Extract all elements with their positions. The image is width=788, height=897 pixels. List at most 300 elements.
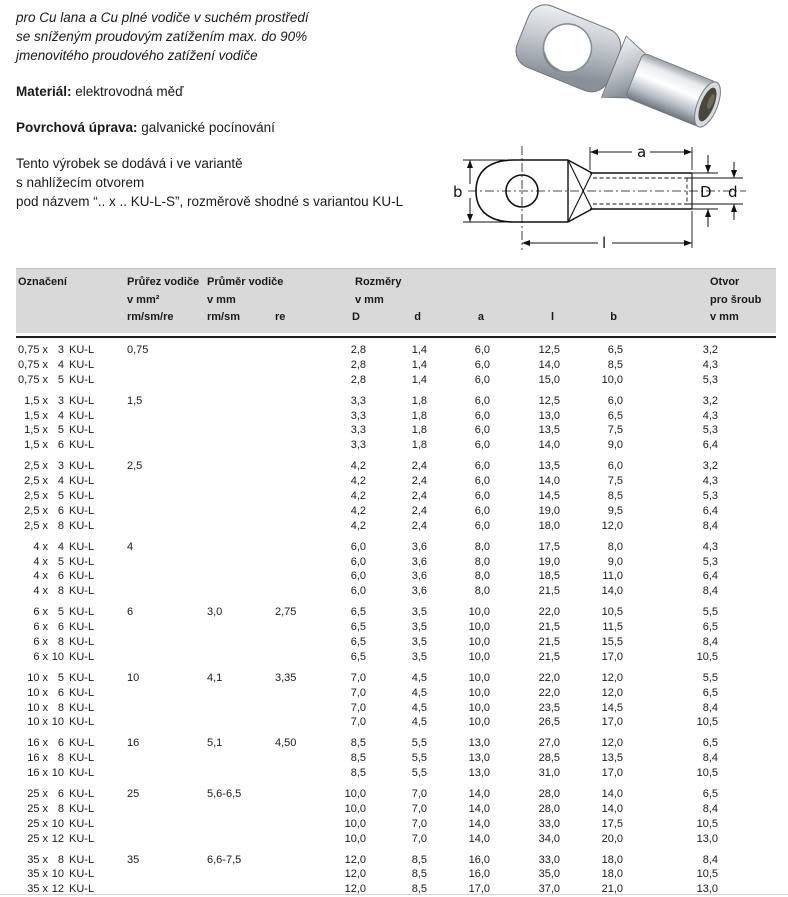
cell-designation [16,687,105,699]
table-row [16,715,776,730]
designation-type: KU-L [69,373,95,386]
cell-dim-b: 12,0 [601,671,623,684]
cell-dim-l: 14,0 [538,439,560,452]
cell-dim-a: 13,0 [468,752,490,765]
cell-hole: 6,4 [702,439,718,452]
cell-dim-a: 6,0 [474,439,490,452]
cell-hole: 8,4 [702,519,718,532]
cell-dim-a: 10,0 [468,650,490,663]
header-designation: Označení [18,276,67,288]
designation-type: KU-L [69,635,95,648]
table-row [16,459,776,474]
cell-dim-d: 7,0 [411,832,427,845]
cell-dim-a: 10,0 [468,686,490,699]
cell-hole: 8,4 [702,635,718,648]
designation-type: KU-L [69,767,95,780]
table-row [16,649,776,664]
variant-line-3: pod názvem “.. x .. KU-L-S”, rozměrově shodné s variantou KU-L [16,194,404,209]
table-row [16,736,776,751]
cell-designation [16,475,105,487]
cell-dim-D: 3,3 [350,439,366,452]
designation-screw-size: 6 [57,737,64,750]
cell-designation [16,672,105,684]
cell-diameter-re: 4,50 [275,737,297,750]
designation-screw-size: 3 [57,394,64,407]
designation-type: KU-L [69,701,95,714]
cell-dim-l: 23,5 [538,701,560,714]
cell-dim-D: 12,0 [344,853,366,866]
cell-dim-b: 14,0 [601,802,623,815]
cell-designation [16,788,105,800]
material-line [16,82,461,101]
header-dimensions-l: l [550,311,554,323]
cell-cross-section: 16 [127,737,140,750]
table-row [16,372,776,387]
cell-hole: 10,5 [696,716,718,729]
table-row [16,474,776,489]
cell-diameter-re: 3,35 [275,671,297,684]
designation-size: 35 x [27,853,48,866]
table-group [16,343,776,388]
cell-dim-d: 4,5 [411,716,427,729]
table-row [16,635,776,650]
intro-block [16,8,461,228]
cell-dim-a: 10,0 [468,671,490,684]
designation-size: 4 x [33,570,48,583]
cell-designation [16,439,105,451]
cell-dim-D: 7,0 [350,671,366,684]
designation-type: KU-L [69,853,95,866]
cell-dim-b: 10,5 [601,606,623,619]
cell-dim-b: 21,0 [601,883,623,896]
designation-size: 4 x [33,585,48,598]
cell-cross-section: 35 [127,853,140,866]
cell-designation [16,702,105,714]
cell-dim-D: 3,3 [350,394,366,407]
designation-size: 2,5 x [24,504,48,517]
table-row [16,393,776,408]
cell-dim-d: 1,4 [411,358,427,371]
cell-dim-b: 14,0 [601,585,623,598]
cell-dim-b: 14,5 [601,701,623,714]
cell-dim-d: 1,8 [411,409,427,422]
cell-dim-D: 12,0 [344,883,366,896]
cell-dim-D: 6,5 [350,635,366,648]
cell-hole: 8,4 [702,585,718,598]
cell-dim-b: 17,0 [601,767,623,780]
cell-dim-b: 10,0 [601,373,623,386]
designation-type: KU-L [69,519,95,532]
cell-cross-section: 4 [127,540,134,553]
cell-hole: 4,3 [702,409,718,422]
designation-size: 35 x [27,868,48,881]
designation-size: 6 x [33,650,48,663]
cell-designation [16,868,105,880]
designation-screw-size: 10 [51,868,64,881]
designation-screw-size: 5 [57,424,64,437]
cell-hole: 13,0 [696,883,718,896]
cell-dim-b: 14,0 [601,787,623,800]
cell-dim-a: 6,0 [474,489,490,502]
cell-hole: 4,3 [702,540,718,553]
designation-type: KU-L [69,343,95,356]
designation-screw-size: 10 [51,650,64,663]
cell-dim-a: 8,0 [474,570,490,583]
designation-type: KU-L [69,671,95,684]
cell-dim-l: 18,5 [538,570,560,583]
designation-screw-size: 8 [57,635,64,648]
cell-dim-D: 8,5 [350,737,366,750]
cell-designation [16,818,105,830]
designation-screw-size: 5 [57,373,64,386]
cell-hole: 6,4 [702,504,718,517]
cell-diameter-rmsm: 5,1 [207,737,223,750]
designation-type: KU-L [69,787,95,800]
table-row [16,605,776,620]
cell-dim-a: 14,0 [468,787,490,800]
cell-dim-b: 17,0 [601,650,623,663]
cell-dim-D: 4,2 [350,519,366,532]
designation-size: 10 x [27,671,48,684]
cell-dim-b: 17,0 [601,716,623,729]
cell-dim-a: 6,0 [474,504,490,517]
dim-label-b: b [453,183,463,201]
cell-dim-d: 1,4 [411,373,427,386]
designation-size: 25 x [27,817,48,830]
cell-dim-D: 7,0 [350,701,366,714]
cell-dim-d: 1,8 [411,394,427,407]
cell-dim-D: 6,0 [350,540,366,553]
table-row [16,357,776,372]
cell-dim-a: 14,0 [468,802,490,815]
cell-hole: 10,5 [696,767,718,780]
cell-dim-d: 1,8 [411,424,427,437]
designation-type: KU-L [69,606,95,619]
table-row [16,423,776,438]
designation-screw-size: 6 [57,570,64,583]
cell-dim-l: 12,5 [538,343,560,356]
usage-paragraph [16,8,461,65]
cell-designation [16,359,105,371]
designation-screw-size: 12 [51,883,64,896]
cell-designation [16,767,105,779]
cell-dim-D: 10,0 [344,832,366,845]
designation-screw-size: 5 [57,671,64,684]
cell-designation [16,570,105,582]
cell-dim-a: 10,0 [468,635,490,648]
cell-designation [16,737,105,749]
cell-dim-d: 4,5 [411,701,427,714]
designation-size: 6 x [33,606,48,619]
cell-dim-b: 6,0 [607,460,623,473]
cell-dim-b: 7,5 [607,475,623,488]
cell-designation [16,651,105,663]
usage-line-2: se sníženým proudovým zatížením max. do 90% [16,29,308,44]
cell-dim-d: 5,5 [411,767,427,780]
table-row [16,620,776,635]
table-group [16,459,776,533]
designation-size: 2,5 x [24,475,48,488]
cell-dim-l: 18,0 [538,519,560,532]
table-group [16,393,776,453]
cell-dim-D: 6,5 [350,606,366,619]
cell-designation [16,606,105,618]
designation-size: 10 x [27,701,48,714]
cell-dim-l: 21,5 [538,585,560,598]
cell-dim-l: 27,0 [538,737,560,750]
table-group [16,736,776,781]
cell-dim-b: 15,5 [601,635,623,648]
designation-screw-size: 5 [57,555,64,568]
cell-dim-a: 10,0 [468,606,490,619]
cell-dim-b: 6,5 [607,343,623,356]
cell-designation [16,520,105,532]
designation-type: KU-L [69,424,95,437]
designation-size: 4 x [33,555,48,568]
cell-designation [16,541,105,553]
cell-dim-b: 7,5 [607,424,623,437]
designation-screw-size: 4 [57,409,64,422]
designation-screw-size: 6 [57,787,64,800]
cell-dim-l: 17,5 [538,540,560,553]
designation-screw-size: 4 [57,540,64,553]
header-filler [718,274,776,327]
cell-dim-l: 31,0 [538,767,560,780]
designation-type: KU-L [69,883,95,896]
cell-dim-a: 10,0 [468,701,490,714]
cell-dim-d: 1,8 [411,439,427,452]
cell-dim-d: 3,6 [411,555,427,568]
table-row [16,343,776,358]
cell-dim-D: 7,0 [350,716,366,729]
cell-dim-d: 7,0 [411,802,427,815]
designation-screw-size: 4 [57,358,64,371]
cell-cross-section: 2,5 [127,460,143,473]
cell-hole: 6,5 [702,787,718,800]
cell-hole: 3,2 [702,394,718,407]
cell-hole: 5,3 [702,489,718,502]
header-cross-section: Průřez vodiče v mm² rm/sm/re [127,276,200,323]
cell-designation [16,395,105,407]
cell-dim-D: 8,5 [350,767,366,780]
cell-dim-a: 6,0 [474,358,490,371]
cell-dim-a: 6,0 [474,424,490,437]
cell-dim-a: 14,0 [468,832,490,845]
table-row [16,685,776,700]
table-row [16,503,776,518]
cell-dim-l: 34,0 [538,832,560,845]
cell-dim-a: 6,0 [474,475,490,488]
cable-lug-photo-illustration [488,0,728,128]
cell-hole: 10,5 [696,868,718,881]
designation-screw-size: 10 [51,767,64,780]
designation-screw-size: 5 [57,606,64,619]
table-row [16,867,776,882]
cell-dim-a: 6,0 [474,343,490,356]
designation-size: 2,5 x [24,489,48,502]
table-row [16,816,776,831]
lug-dimension-drawing [450,132,750,260]
designation-screw-size: 6 [57,504,64,517]
designation-type: KU-L [69,802,95,815]
cell-dim-b: 12,0 [601,737,623,750]
designation-screw-size: 4 [57,475,64,488]
table-row [16,518,776,533]
cell-dim-a: 16,0 [468,868,490,881]
cell-dim-b: 9,0 [607,555,623,568]
cell-dim-d: 3,6 [411,570,427,583]
product-photo [488,0,728,128]
designation-size: 16 x [27,752,48,765]
designation-type: KU-L [69,716,95,729]
cell-hole: 8,4 [702,802,718,815]
material-label: Materiál: [16,84,72,99]
designation-size: 16 x [27,737,48,750]
designation-type: KU-L [69,460,95,473]
cell-dim-a: 14,0 [468,817,490,830]
designation-screw-size: 8 [57,853,64,866]
cell-dim-b: 12,0 [601,686,623,699]
table-group [16,605,776,665]
cell-dim-a: 17,0 [468,883,490,896]
cell-dim-D: 2,8 [350,343,366,356]
designation-size: 1,5 x [24,424,48,437]
cell-dim-d: 3,6 [411,540,427,553]
designation-screw-size: 3 [57,343,64,356]
cell-dim-d: 2,4 [411,489,427,502]
cell-designation [16,752,105,764]
cell-dim-D: 6,0 [350,585,366,598]
cell-designation [16,621,105,633]
designation-type: KU-L [69,475,95,488]
cell-designation [16,410,105,422]
designation-type: KU-L [69,489,95,502]
cell-hole: 8,4 [702,752,718,765]
cell-dim-b: 20,0 [601,832,623,845]
cell-dim-l: 28,0 [538,787,560,800]
cell-dim-d: 3,5 [411,650,427,663]
cell-dim-d: 2,4 [411,460,427,473]
cell-designation [16,505,105,517]
cell-designation [16,833,105,845]
cell-dim-a: 13,0 [468,767,490,780]
cell-hole: 4,3 [702,475,718,488]
cell-designation [16,460,105,472]
cell-dim-d: 8,5 [411,883,427,896]
table-group [16,670,776,730]
cell-designation [16,803,105,815]
cell-dim-D: 6,0 [350,570,366,583]
cell-designation [16,344,105,356]
cell-dim-l: 21,5 [538,621,560,634]
designation-type: KU-L [69,832,95,845]
designation-screw-size: 10 [51,817,64,830]
cell-dim-b: 8,0 [607,540,623,553]
cell-dim-b: 6,5 [607,409,623,422]
cell-dim-b: 18,0 [601,853,623,866]
table-row [16,438,776,453]
cell-dim-d: 8,5 [411,853,427,866]
table-group [16,852,776,897]
table-group [16,539,776,599]
cell-cross-section: 10 [127,671,140,684]
table-row [16,584,776,599]
cell-dim-d: 1,4 [411,343,427,356]
cell-dim-b: 11,0 [602,570,623,583]
designation-type: KU-L [69,752,95,765]
designation-screw-size: 8 [57,519,64,532]
cell-dim-d: 8,5 [411,868,427,881]
designation-size: 25 x [27,787,48,800]
cell-dim-D: 4,2 [350,504,366,517]
cell-dim-d: 3,5 [411,621,427,634]
designation-size: 6 x [33,635,48,648]
designation-screw-size: 8 [57,752,64,765]
cell-designation [16,424,105,436]
cell-designation [16,585,105,597]
designation-size: 6 x [33,621,48,634]
cell-hole: 5,5 [702,671,718,684]
cell-dim-l: 22,0 [538,671,560,684]
cell-hole: 5,3 [702,555,718,568]
cell-dim-a: 6,0 [474,409,490,422]
cell-dim-D: 4,2 [350,489,366,502]
table-row [16,569,776,584]
designation-screw-size: 8 [57,585,64,598]
cell-dim-l: 28,5 [538,752,560,765]
designation-screw-size: 6 [57,439,64,452]
cell-hole: 4,3 [702,358,718,371]
table-row [16,831,776,846]
cell-dim-D: 10,0 [344,787,366,800]
table-row [16,787,776,802]
designation-screw-size: 3 [57,460,64,473]
cell-dim-d: 2,4 [411,475,427,488]
cell-hole: 13,0 [696,832,718,845]
cell-dim-a: 10,0 [468,716,490,729]
cell-diameter-rmsm: 4,1 [207,671,223,684]
cell-hole: 10,5 [696,650,718,663]
table-row [16,852,776,867]
cell-hole: 8,4 [702,701,718,714]
cell-hole: 6,5 [702,686,718,699]
surface-line [16,118,461,137]
cell-designation [16,716,105,728]
designation-type: KU-L [69,540,95,553]
cell-dim-b: 8,5 [607,358,623,371]
cell-designation [16,556,105,568]
table-row [16,670,776,685]
cell-dim-a: 16,0 [468,853,490,866]
table-row [16,700,776,715]
header-dimensions-d: d [414,311,421,323]
cell-hole: 10,5 [696,817,718,830]
cell-dim-D: 4,2 [350,460,366,473]
designation-type: KU-L [69,650,95,663]
cell-dim-d: 2,4 [411,504,427,517]
designation-type: KU-L [69,504,95,517]
cell-dim-l: 22,0 [538,606,560,619]
designation-screw-size: 10 [51,716,64,729]
designation-screw-size: 6 [57,686,64,699]
designation-size: 16 x [27,767,48,780]
designation-size: 2,5 x [24,519,48,532]
dim-label-l: l [602,234,607,252]
designation-type: KU-L [69,737,95,750]
designation-type: KU-L [69,868,95,881]
cell-cross-section: 0,75 [127,343,149,356]
cell-dim-b: 9,5 [607,504,623,517]
